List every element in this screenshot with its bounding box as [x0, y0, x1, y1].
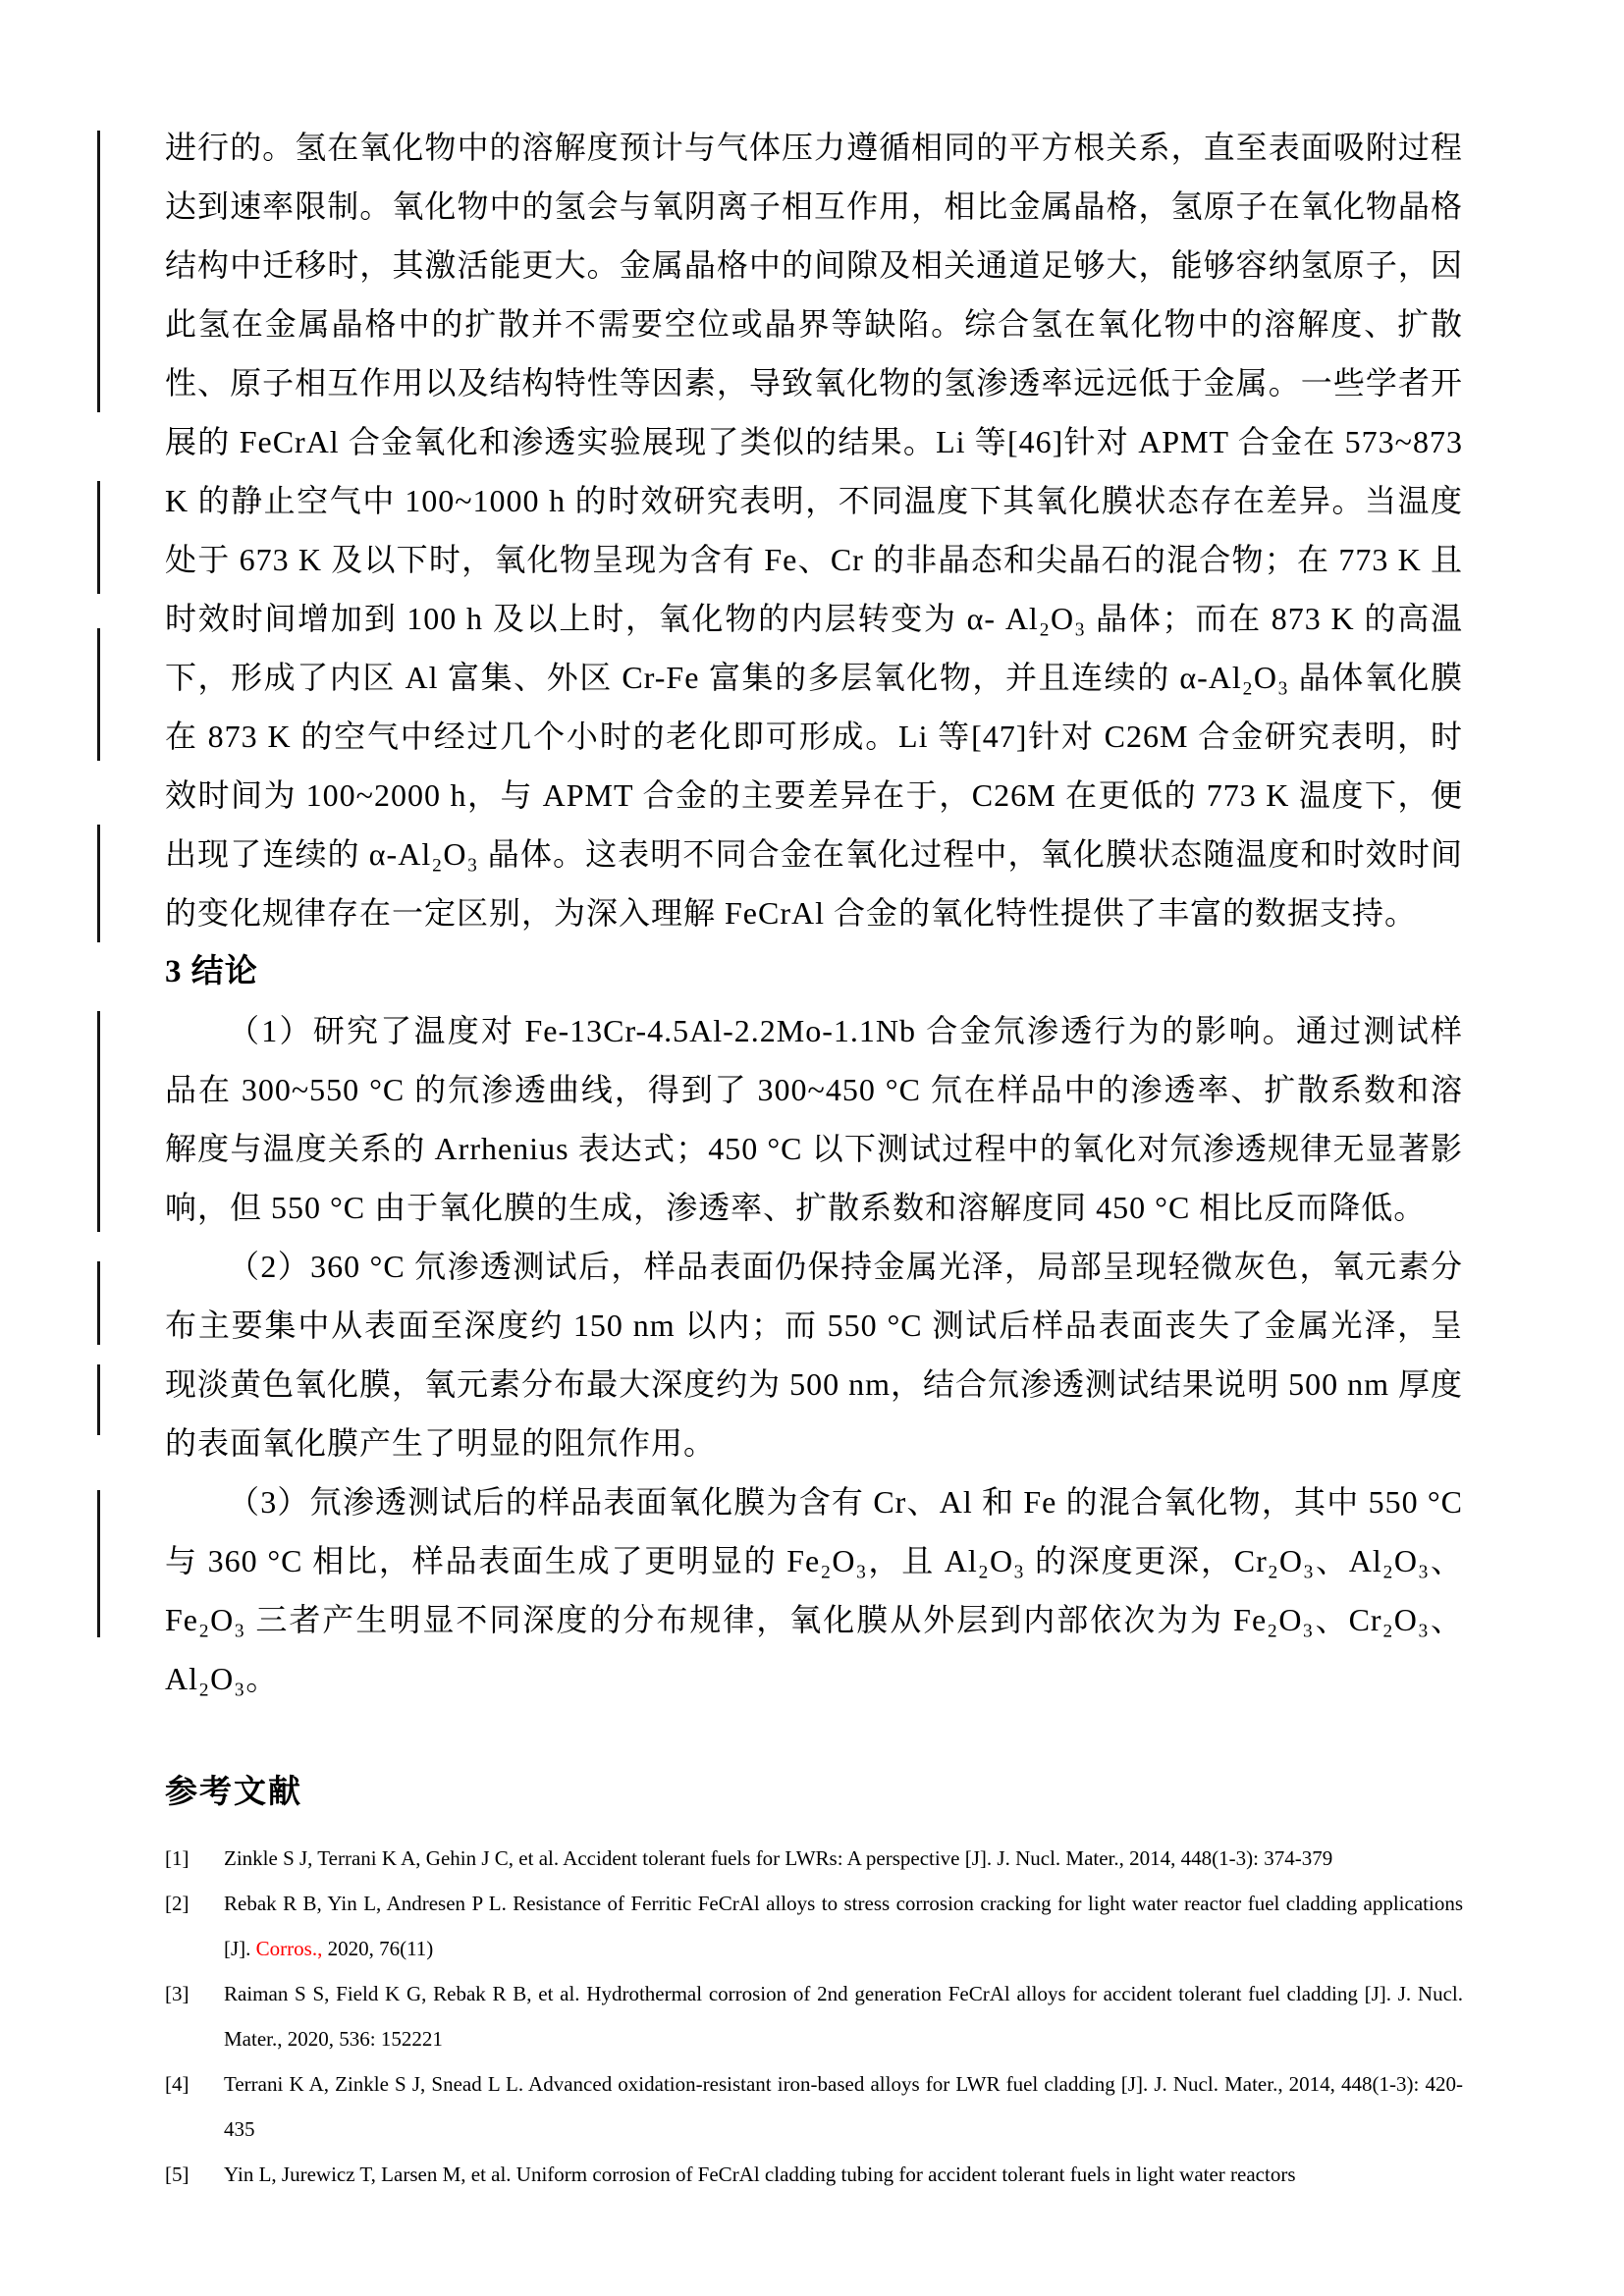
conclusion-section-heading: 3 结论	[165, 954, 258, 989]
revision-change-bar	[97, 628, 100, 761]
continuation-paragraph: 进行的。氢在氧化物中的溶解度预计与气体压力遵循相同的平方根关系，直至表面吸附过程达到速率限制。氧化物中的氢会与氧阴离子相互作用，相比金属晶格，氢原子在氧化物晶格结构中迁移时，其激活能更大。金属晶格中的间隙及相关通道足够大，能够容纳氢原子，因此氢在金属晶格中的扩散并不需要空位或晶界等缺陷。综合氢在氧化物中的溶解度、扩散性、原子相互作用以及结构特性等因素，导致氧化物的氢渗透率远远低于金属。一些学者开展的 FeCrAl 合金氧化和渗透实验展现了类似的结果。Li 等[46]针对 APMT 合金在 573~873 K 的静止空气中 100~1000 h 的时效研究表明，不同温度下其氧化膜状态存在差异。当温度处于 673 K 及以下时，氧化物呈现为含有 Fe、Cr 的非晶态和尖晶石的混合物；在 773 K 且时效时间增加到 100 h 及以上时，氧化物的内层转变为 α- Al₂O₃ 晶体；而在 873 K 的高温下，形成了内区 Al 富集、外区 Cr-Fe 富集的多层氧化物，并且连续的 α-Al₂O₃ 晶体氧化膜在 873 K 的空气中经过几个小时的老化即可形成。Li 等[47]针对 C26M 合金研究表明，时效时间为 100~2000 h，与 APMT 合金的主要差异在于，C26M 在更低的 773 K 温度下，便出现了连续的 α-Al₂O₃ 晶体。这表明不同合金在氧化过程中，氧化膜状态随温度和时效时间的变化规律存在一定区别，为深入理解 FeCrAl 合金的氧化特性提供了丰富的数据支持。	[165, 130, 1463, 931]
reference-text-part: Yin L, Jurewicz T, Larsen M, et al. Uniform corrosion of FeCrAl cladding tubing for accident tolerant fuels in light water reactors	[224, 2163, 1296, 2186]
references-heading: 参考文献	[165, 1775, 302, 1810]
revision-change-bar	[97, 131, 100, 412]
references-list	[165, 1836, 1463, 2197]
reference-item	[165, 2061, 1463, 2152]
reference-text-part: Terrani K A, Zinkle S J, Snead L L. Advanced oxidation-resistant iron-based alloys for LWR fuel cladding [J]. J. Nucl. Mater., 2014, 448(1-3): 420-435	[224, 2072, 1463, 2141]
reference-number: [3]	[165, 1982, 189, 2005]
reference-text	[224, 1836, 1463, 1881]
revision-change-bar	[97, 1490, 100, 1637]
reference-item	[165, 1881, 1463, 1971]
reference-item	[165, 2152, 1463, 2197]
revision-change-bar	[97, 1011, 100, 1232]
reference-number: [4]	[165, 2072, 189, 2096]
reference-text	[224, 1881, 1463, 1971]
revision-change-bar	[97, 1364, 100, 1435]
reference-number: [2]	[165, 1892, 189, 1915]
reference-number: [5]	[165, 2163, 189, 2186]
reference-number: [1]	[165, 1846, 189, 1870]
reference-item	[165, 1836, 1463, 1881]
reference-text	[224, 2061, 1463, 2152]
reference-item	[165, 1971, 1463, 2061]
conclusion-paragraph-2: （2）360 °C 氘渗透测试后，样品表面仍保持金属光泽，局部呈现轻微灰色，氧元素分布主要集中从表面至深度约 150 nm 以内；而 550 °C 测试后样品表面丧失了金属光泽，呈现淡黄色氧化膜，氧元素分布最大深度约为 500 nm，结合氘渗透测试结果说明 500 nm 厚度的表面氧化膜产生了明显的阻氘作用。	[165, 1249, 1463, 1461]
conclusion-paragraph-3: （3）氘渗透测试后的样品表面氧化膜为含有 Cr、Al 和 Fe 的混合氧化物，其中 550 °C 与 360 °C 相比，样品表面生成了更明显的 Fe₂O₃，且 Al₂O₃ 的深度更深，Cr₂O₃、Al₂O₃、Fe₂O₃ 三者产生明显不同深度的分布规律，氧化膜从外层到内部依次为为 Fe₂O₃、Cr₂O₃、Al₂O₃。	[165, 1484, 1463, 1696]
document-page	[165, 118, 1463, 2197]
conclusion-paragraph-1: （1）研究了温度对 Fe-13Cr-4.5Al-2.2Mo-1.1Nb 合金氘渗透行为的影响。通过测试样品在 300~550 °C 的氘渗透曲线，得到了 300~450 °C 氘在样品中的渗透率、扩散系数和溶解度与温度关系的 Arrhenius 表达式；450 °C 以下测试过程中的氧化对氘渗透规律无显著影响，但 550 °C 由于氧化膜的生成，渗透率、扩散系数和溶解度同 450 °C 相比反而降低。	[165, 1013, 1463, 1225]
revision-change-bar	[97, 481, 100, 594]
reference-journal-highlight: Corros.,	[255, 1937, 323, 1960]
reference-text-part: Raiman S S, Field K G, Rebak R B, et al. Hydrothermal corrosion of 2nd generation FeCrAl alloys for accident tolerant fuel cladding [J]. J. Nucl. Mater., 2020, 536: 152221	[224, 1982, 1463, 2051]
revision-change-bar	[97, 825, 100, 942]
reference-text-part: 2020, 76(11)	[322, 1937, 434, 1960]
revision-change-bar	[97, 1261, 100, 1345]
reference-text	[224, 2152, 1463, 2197]
reference-text-part: Zinkle S J, Terrani K A, Gehin J C, et al. Accident tolerant fuels for LWRs: A perspective [J]. J. Nucl. Mater., 2014, 448(1-3): 374-379	[224, 1846, 1333, 1870]
reference-text	[224, 1971, 1463, 2061]
reference-text-part: Rebak R B, Yin L, Andresen P L. Resistance of Ferritic FeCrAl alloys to stress corrosion cracking for light water reactor fuel cladding applications [J].	[224, 1892, 1463, 1960]
